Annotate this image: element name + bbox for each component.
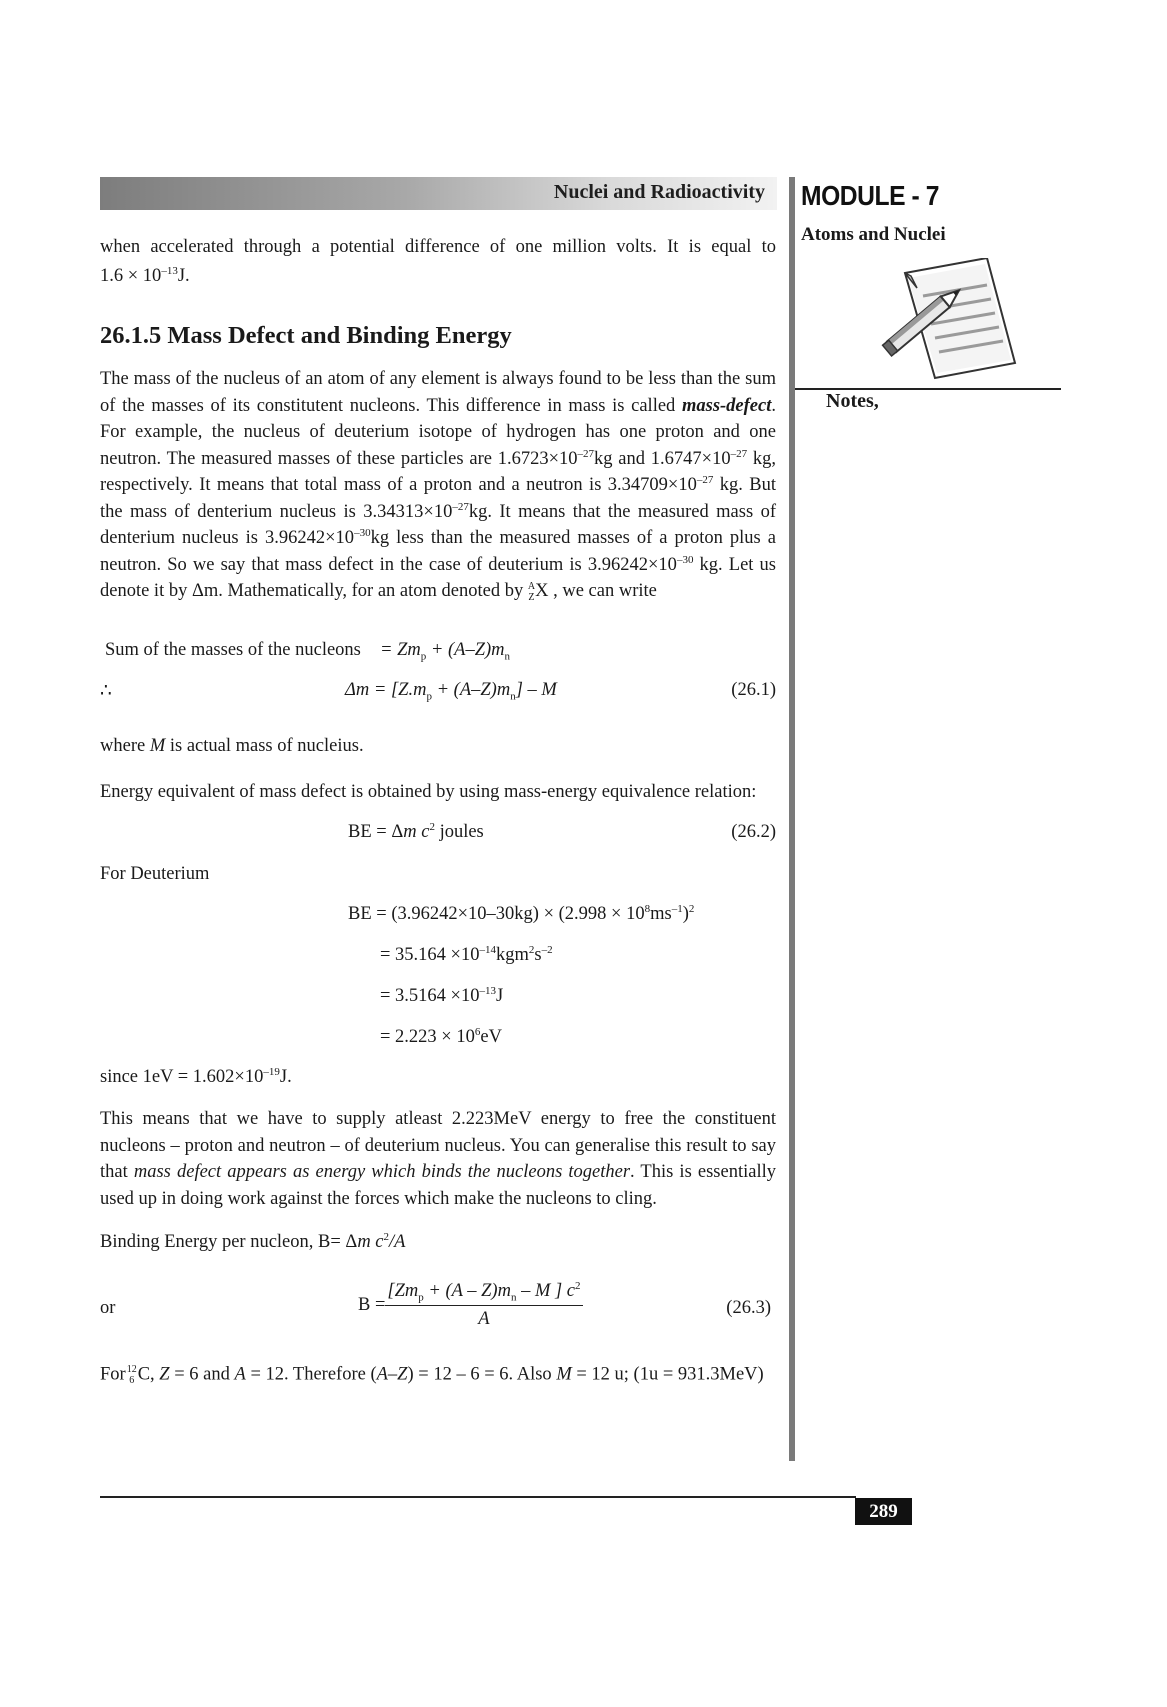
energy-equivalent-line: Energy equivalent of mass defect is obtained by using mass-energy equivalence relation: <box>100 782 757 802</box>
sum-rhs: = $Zm_p + (A-Z)m_n$ <box>380 640 511 663</box>
notes-pencil-icon <box>875 258 1025 408</box>
carbon-example-line: For 12 6 C, Z = 6 and A = 12. Therefore (A–Z) = 12 – 6 = 6. Also M = 12 u; (1u = 931.3MeV) <box>100 1364 764 1386</box>
module-title: MODULE - 7 <box>801 180 939 211</box>
binding-energy-per-nucleon: Binding Energy per nucleon, B= Δm $c^2/A$ <box>100 1230 406 1252</box>
equation-number-26-3: (26.3) <box>726 1298 771 1318</box>
footer-rule <box>100 1496 856 1498</box>
since-line: since $1eV = 1.602\times 10^{-19}J$. <box>100 1065 292 1087</box>
equation-26-3: B = $\frac{[Zm_p + (A - Z)m_n - M ] c^2}{A}$ <box>358 1279 581 1329</box>
module-subtitle: Atoms and Nuclei <box>801 224 946 245</box>
notes-label: Notes, <box>826 390 879 412</box>
equation-number-26-2: (26.2) <box>731 822 776 842</box>
be-step-1: BE = $(3.96242\times 10-30kg) \times (2.998 \times 10^8ms^{-1})^2$ <box>348 902 695 924</box>
margin-divider <box>789 177 795 1461</box>
therefore-symbol: ∴ <box>100 681 112 701</box>
paragraph-binding-energy: This means that we have to supply atleast 2.223MeV energy to free the constituent nucleons – proton and neutron – of deuterium nucleus. You can generalise this result to say that mass defect appears as energy which binds the nucleons together. This is essentially used up in doing work against the forces which make the nucleons to cling. <box>100 1109 776 1209</box>
page-number: 289 <box>855 1498 912 1525</box>
paragraph-mass-defect: The mass of the nucleus of an atom of any element is always found to be less than the sum of the masses of its constitutent nucleons. This difference in mass is called mass-defect. For example, the nucleus of deuterium isotope of hydrogen has one proton and one neutron. The measured masses of these particles are $1.6723\times 10^{-27}kg$ and $1.6747\times 10^{-27}$ kg, respectively. It means that total mass of a proton and a neutron is $3.34709\times 10^{-27}$ kg. But the mass of denterium nucleus is $3.34313\times 10^{-27}kg$. It means that the measured mass of denterium nucleus is $3.96242\times 10^{-30}kg$ less than the measured masses of a proton plus a neutron. So we say that mass defect in the case of deuterium is $3.96242\times 10^{-30}$ kg. Let us denote it by Δm. Mathematically, for an atom denoted by A Z X , we can write <box>100 369 777 603</box>
be-step-4: = $2.223 \times 10^6eV$ <box>380 1025 502 1047</box>
page-header-title: Nuclei and Radioactivity <box>553 181 765 203</box>
where-line: where M is actual mass of nucleius. <box>100 736 364 756</box>
equation-number-26-1: (26.1) <box>731 680 776 700</box>
be-step-3: = $3.5164 \times 10^{-13}J$ <box>380 984 504 1006</box>
sum-label: Sum of the masses of the nucleons <box>105 640 361 660</box>
section-heading: 26.1.5 Mass Defect and Binding Energy <box>100 322 512 349</box>
nuclide-notation: A Z <box>527 580 536 603</box>
equation-26-3-fraction: $\frac{[Zm_p + (A - Z)m_n - M ] c^2}{A}$ <box>387 1279 581 1329</box>
for-deuterium-label: For Deuterium <box>100 864 210 884</box>
intro-line-1: when accelerated through a potential difference of one million volts. It is equal to <box>100 237 776 257</box>
equation-26-1: $\Delta m = [Z.m_p + (A-Z)m_n] - M$ <box>345 680 557 703</box>
header-bar <box>100 177 777 210</box>
carbon-nuclide-notation: 12 6 <box>126 1364 137 1386</box>
be-step-2: = $35.164 \times 10^{-14}kgm^2s^{-2}$ <box>380 943 553 965</box>
intro-line-2: $1.6 \times 10^{-13}J$. <box>100 264 190 286</box>
equation-26-2: BE = Δm $c^2$ joules <box>348 820 484 842</box>
or-label: or <box>100 1298 116 1318</box>
